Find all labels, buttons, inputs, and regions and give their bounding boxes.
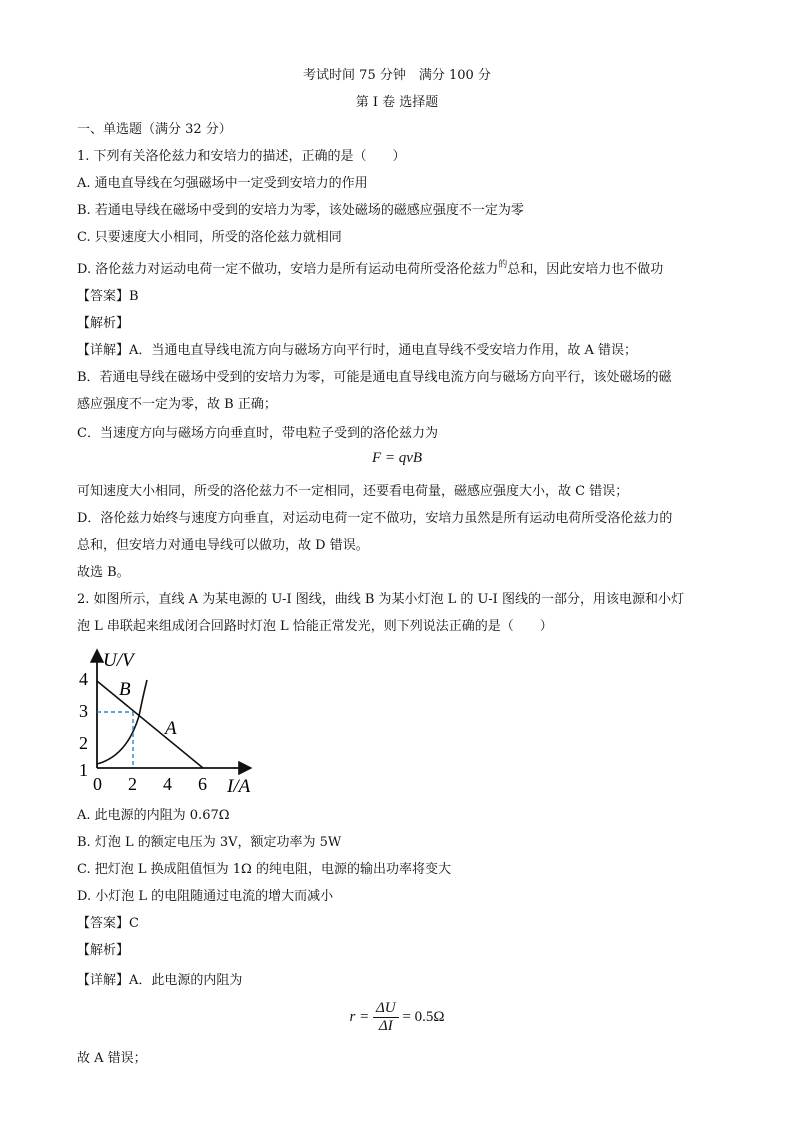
q1-option-c: C. 只要速度大小相同，所受的洛伦兹力就相同: [77, 230, 342, 245]
formula-fraction: [373, 1000, 399, 1035]
q1-detail-d2: 总和，但安培力对通电导线可以做功，故 D 错误。: [77, 538, 369, 553]
q1-detail-c1: C．当速度方向与磁场方向垂直时，带电粒子受到的洛伦兹力为: [77, 426, 438, 441]
q1-answer: 【答案】B: [77, 289, 139, 304]
y-tick-2: 2: [79, 733, 88, 753]
ui-graph: [77, 646, 277, 800]
x-tick-2: 2: [128, 774, 137, 794]
line-a: [97, 681, 203, 768]
q2-option-b: B. 灯泡 L 的额定电压为 3V，额定功率为 5W: [77, 835, 342, 850]
x-tick-6: 6: [198, 774, 207, 794]
x-tick-0: 0: [93, 774, 102, 794]
formula-denominator: ΔI: [378, 1018, 393, 1034]
q1-detail-c2: 可知速度大小相同，所受的洛伦兹力不一定相同，还要看电荷量，磁感应强度大小，故 C 错误；: [77, 484, 629, 499]
q1-conclusion: 故选 B。: [77, 565, 130, 580]
curve-b-label: B: [119, 679, 131, 700]
q1-option-d-part2: 总和，因此安培力也不做功: [507, 262, 664, 277]
line-a-label: A: [165, 718, 177, 739]
q2-stem-line2: 泡 L 串联起来组成闭合回路时灯泡 L 恰能正常发光，则下列说法正确的是（ ）: [77, 619, 553, 634]
q1-option-d-part1: D. 洛伦兹力对运动电荷一定不做功，安培力是所有运动电荷所受洛伦兹力: [77, 262, 499, 277]
formula-lhs: r =: [349, 1008, 370, 1025]
volume-title: 第 I 卷 选择题: [355, 95, 439, 110]
q2-answer: 【答案】C: [77, 916, 139, 931]
q1-analysis-heading: 【解析】: [77, 316, 130, 331]
q2-detail-a: 【详解】A．此电源的内阻为: [77, 973, 243, 988]
y-tick-4: 4: [79, 669, 88, 689]
y-tick-1: 1: [79, 760, 88, 780]
y-axis-label: U/V: [103, 650, 134, 671]
ui-graph-svg: [77, 646, 277, 796]
y-tick-3: 3: [79, 701, 88, 721]
q1-option-d: [77, 260, 663, 281]
exam-info: 考试时间 75 分钟 满分 100 分: [303, 68, 491, 83]
q1-stem: 1. 下列有关洛伦兹力和安培力的描述，正确的是（ ）: [77, 149, 406, 164]
q1-option-b: B. 若通电导线在磁场中受到的安培力为零，该处磁场的磁感应强度不一定为零: [77, 203, 524, 218]
x-axis-label: I/A: [227, 776, 251, 796]
q1-detail-b2: 感应强度不一定为零，故 B 正确；: [77, 397, 277, 412]
q1-detail-d1: D．洛伦兹力始终与速度方向垂直，对运动电荷一定不做功，安培力虽然是所有运动电荷所受洛伦兹力的: [77, 511, 673, 526]
formula-numerator: ΔU: [373, 1000, 399, 1018]
q1-formula-lorentz: F = qvB: [371, 450, 423, 466]
q2-option-c: C. 把灯泡 L 换成阻值恒为 1Ω 的纯电阻，电源的输出功率将变大: [77, 862, 451, 877]
q1-option-d-sup: 的: [498, 260, 508, 270]
q2-formula-resistance: [0, 1000, 794, 1035]
q2-stem-line1: 2. 如图所示，直线 A 为某电源的 U-I 图线，曲线 B 为某小灯泡 L 的 U-I 图线的一部分，用该电源和小灯: [77, 592, 684, 607]
q1-detail-b1: B．若通电导线在磁场中受到的安培力为零，可能是通电直导线电流方向与磁场方向平行，该处磁场的磁: [77, 370, 672, 385]
q2-option-a: A. 此电源的内阻为 0.67Ω: [77, 808, 230, 823]
section-title: 一、单选题（满分 32 分）: [77, 122, 232, 137]
q1-detail-a: 【详解】A．当通电直导线电流方向与磁场方向平行时，通电直导线不受安培力作用，故 A 错误；: [77, 343, 638, 358]
q2-analysis-heading: 【解析】: [77, 943, 130, 958]
q2-option-d: D. 小灯泡 L 的电阻随通过电流的增大而减小: [77, 889, 334, 904]
q1-option-a: A. 通电直导线在匀强磁场中一定受到安培力的作用: [77, 176, 368, 191]
q2-conclusion: 故 A 错误；: [77, 1051, 147, 1066]
formula-rhs: = 0.5Ω: [402, 1008, 445, 1025]
x-tick-4: 4: [163, 774, 172, 794]
